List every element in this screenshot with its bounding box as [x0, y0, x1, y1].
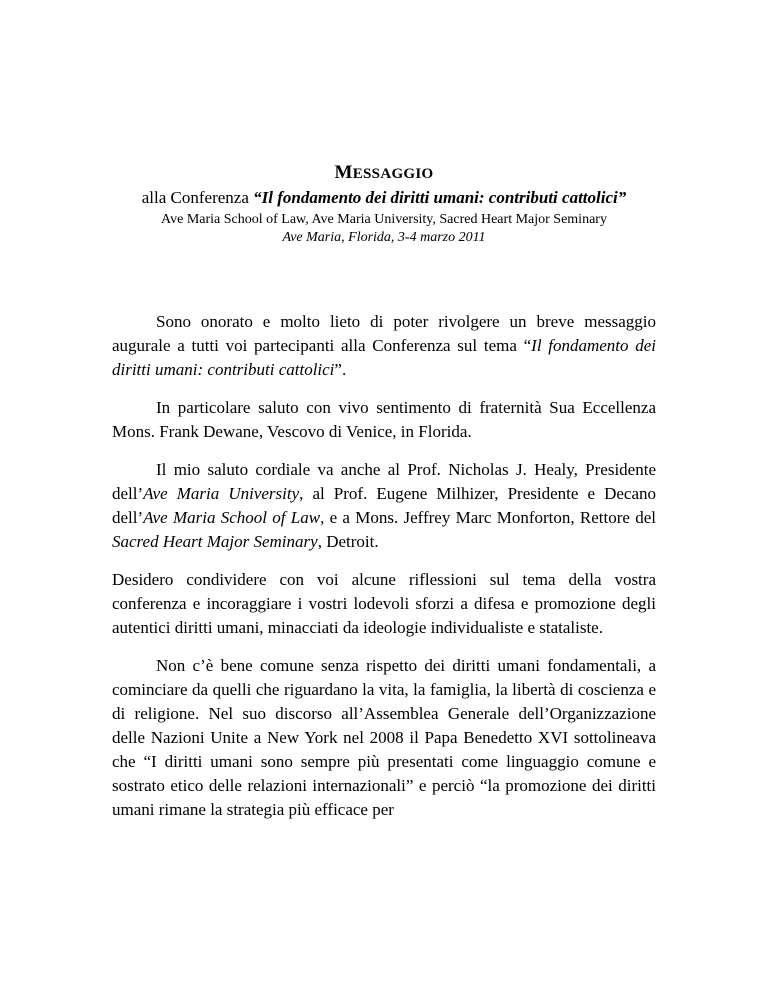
- paragraph-3-text-e: , e a Mons. Jeffrey Marc Monforton, Rettore del: [320, 508, 656, 527]
- document-body: [112, 310, 656, 836]
- institutions-line: Ave Maria School of Law, Ave Maria University, Sacred Heart Major Seminary: [161, 212, 607, 227]
- document-header: [0, 161, 768, 247]
- title-initial: M: [334, 162, 353, 183]
- paragraph-3-italic-law: Ave Maria School of Law: [143, 508, 321, 527]
- paragraph-2: In particolare saluto con vivo sentimento di fraternità Sua Eccellenza Mons. Frank Dewane, Vescovo di Venice, in Florida.: [112, 398, 656, 441]
- conference-prefix: alla Conferenza: [141, 188, 254, 207]
- paragraph-4: Desidero condividere con voi alcune riflessioni sul tema della vostra conferenza e incoraggiare i vostri lodevoli sforzi a difesa e promozione degli autentici diritti umani, minacciati da ideologie individualiste e stataliste.: [112, 570, 656, 637]
- conference-title: “Il fondamento dei diritti umani: contributi cattolici”: [253, 188, 627, 207]
- paragraph-3: [112, 458, 656, 554]
- paragraph-3-italic-seminary: Sacred Heart Major Seminary: [112, 532, 318, 551]
- paragraph-3-text-c: , al Prof. Eugene Milhizer, Presidente e Decano dell’: [112, 484, 656, 527]
- paragraph-5: Non c’è bene comune senza rispetto dei diritti umani fondamentali, a cominciare da quelli che riguardano la vita, la famiglia, la libertà di coscienza e di religione. Nel suo discorso all’Assemblea Generale dell’Organizzazione delle Nazioni Unite a New York nel 2008 il Papa Benedetto XVI sottolineava che “I diritti umani sono sempre più presentati come linguaggio comune e sostrato etico delle relazioni internazionali” e perciò “la promozione dei diritti umani rimane la strategia più efficace per: [112, 656, 656, 819]
- paragraph-1-text: Sono onorato e molto lieto di poter rivolgere un breve messaggio augurale a tutti voi partecipanti alla Conferenza sul tema “: [112, 312, 656, 355]
- title-rest: ESSAGGIO: [352, 166, 434, 182]
- paragraph-3-text-a: Il mio saluto cordiale va anche al Prof. Nicholas J. Healy, Presidente dell’: [112, 460, 656, 503]
- paragraph-1-italic: Il fondamento dei diritti umani: contributi cattolici: [112, 336, 657, 379]
- place-date-line: Ave Maria, Florida, 3-4 marzo 2011: [282, 230, 486, 245]
- document-title: [0, 161, 768, 186]
- conference-line: [0, 187, 768, 209]
- paragraph-3-text-g: , Detroit.: [317, 532, 379, 551]
- paragraph-3-italic-university: Ave Maria University: [143, 484, 300, 503]
- paragraph-1-end: ”.: [334, 360, 347, 379]
- paragraph-1: [112, 310, 656, 382]
